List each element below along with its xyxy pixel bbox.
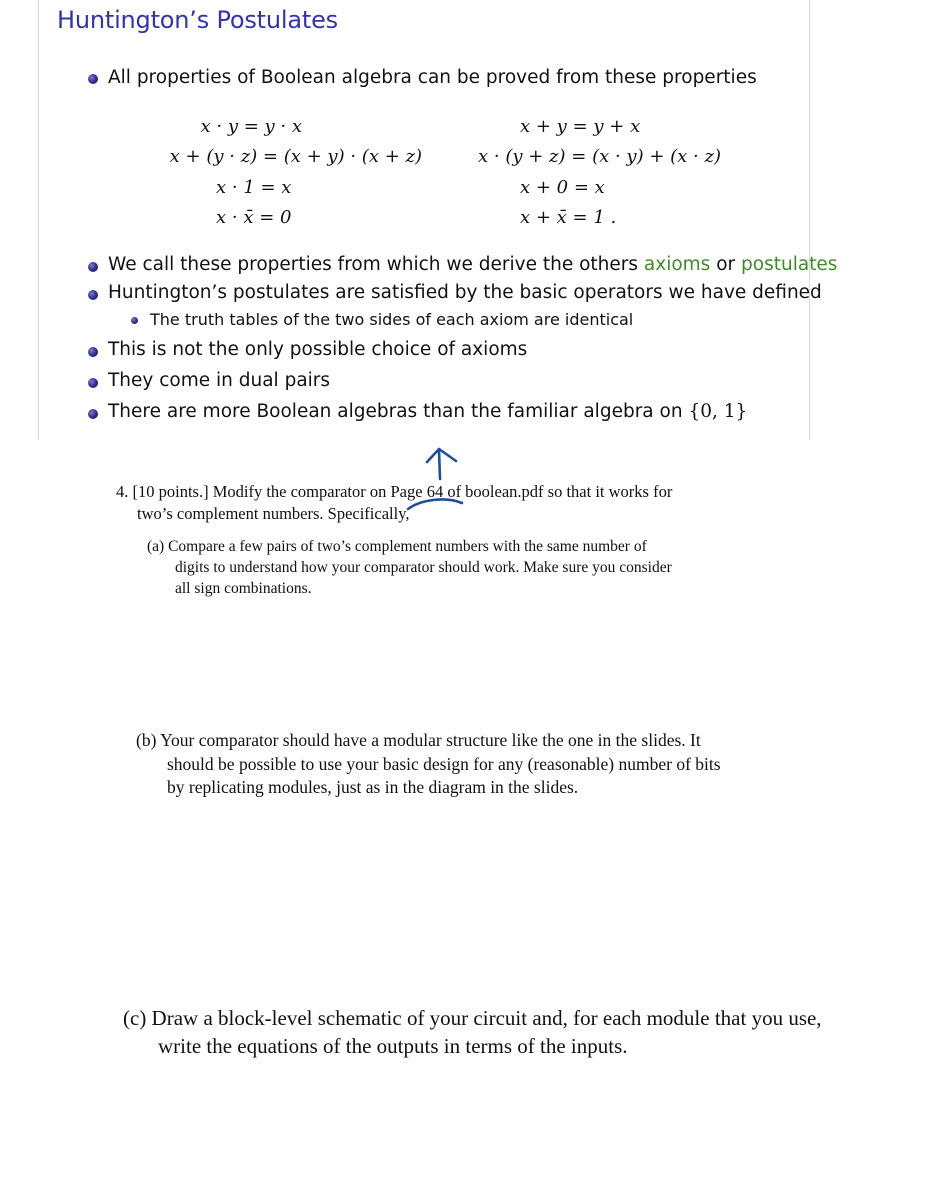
arrow-up-annotation [427, 449, 456, 479]
keyword-axioms: axioms [643, 254, 711, 275]
part-c-line-1: (c) Draw a block-level schematic of your circuit and, for each module that you use, [123, 1006, 822, 1030]
slide-divider-left [38, 0, 39, 440]
equation-left-1: x · y = y · x [200, 116, 302, 137]
part-a-line-3: all sign combinations. [175, 580, 312, 597]
bullet-dot-icon [88, 347, 98, 357]
keyword-postulates: postulates [741, 254, 838, 275]
sub-bullet-text: The truth tables of the two sides of each axiom are identical [150, 310, 634, 329]
equation-left-2: x + (y · z) = (x + y) · (x + z) [169, 146, 422, 167]
equation-left-4: x · x̄ = 0 [216, 207, 292, 228]
sub-bullet-dot-icon [131, 317, 138, 324]
slide-panel [0, 0, 934, 440]
slide-title: Huntington’s Postulates [57, 6, 338, 34]
bullet-text-part: We call these properties from which we derive the others [108, 254, 644, 275]
part-c-line-2: write the equations of the outputs in terms of the inputs. [158, 1034, 628, 1058]
equation-right-3: x + 0 = x [520, 177, 605, 198]
part-b-line-1: (b) Your comparator should have a modular structure like the one in the slides. It [136, 730, 701, 750]
bullet-text [108, 254, 837, 275]
bullet-text-part: or [710, 254, 742, 275]
part-b-line-2: should be possible to use your basic design for any (reasonable) number of bits [167, 754, 721, 774]
bullet-text: This is not the only possible choice of axioms [108, 339, 528, 360]
bullet-text: They come in dual pairs [108, 370, 331, 391]
set-notation: {0, 1} [688, 401, 748, 422]
bullet-dot-icon [88, 378, 98, 388]
question-4-line-2: two’s complement numbers. Specifically, [137, 504, 410, 523]
bullet-text: Huntington’s postulates are satisfied by the basic operators we have defined [108, 282, 822, 303]
bullet-text [108, 401, 747, 422]
bullet-dot-icon [88, 409, 98, 419]
equation-left-3: x · 1 = x [216, 177, 292, 198]
equation-right-4: x + x̄ = 1 . [520, 207, 617, 228]
part-a-line-1: (a) Compare a few pairs of two’s complement numbers with the same number of [147, 538, 647, 555]
bullet-dot-icon [88, 74, 98, 84]
equation-right-2: x · (y + z) = (x · y) + (x · z) [478, 146, 721, 167]
slide-divider-right [809, 0, 810, 440]
bullet-dot-icon [88, 262, 98, 272]
part-a-line-2: digits to understand how your comparator should work. Make sure you consider [175, 559, 672, 576]
part-b-line-3: by replicating modules, just as in the diagram in the slides. [167, 777, 579, 797]
bullet-dot-icon [88, 290, 98, 300]
question-4-line-1: 4. [10 points.] Modify the comparator on Page 64 of boolean.pdf so that it works for [116, 482, 673, 501]
bullet-text: All properties of Boolean algebra can be proved from these properties [108, 67, 757, 88]
bullet-text-part: There are more Boolean algebras than the familiar algebra on [108, 401, 689, 422]
equation-right-1: x + y = y + x [520, 116, 641, 137]
